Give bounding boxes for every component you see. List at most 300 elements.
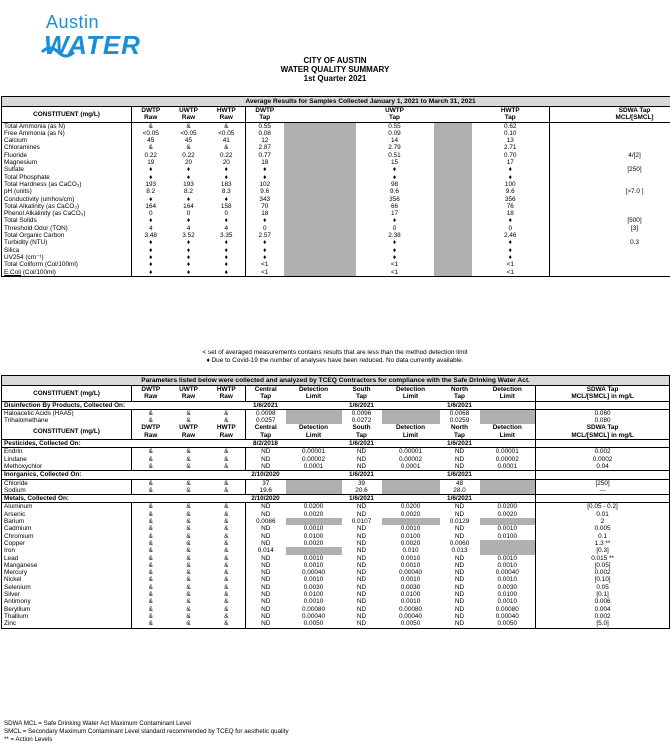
shaded-cell xyxy=(434,232,472,239)
hwtp-tap-value: ♦ xyxy=(472,254,550,261)
table-row xyxy=(2,518,670,525)
tap-subheader: Tap xyxy=(342,393,382,401)
shaded-cell xyxy=(284,269,356,277)
constituent-name: UV254 (cm⁻¹) xyxy=(2,254,132,261)
dwtp-raw-value: ♦ xyxy=(132,239,170,246)
south-detection-limit: 0.00002 xyxy=(398,455,423,463)
section-title: Pesticides, Collected On: xyxy=(2,440,246,448)
hwtp-raw-value: & xyxy=(208,620,246,628)
t1-tap-sub: Tap xyxy=(246,114,284,122)
dwtp-tap-value: 0 xyxy=(262,224,267,232)
raw-subheader: Raw xyxy=(132,393,170,401)
north-detection-limit: 0.00001 xyxy=(480,448,536,456)
uwtp-raw-value: & xyxy=(186,605,191,613)
dwtp-tap-value: 0.55 xyxy=(258,122,271,130)
uwtp-tap-value: 2.79 xyxy=(388,144,401,152)
dwtp-raw-value: & xyxy=(132,417,170,424)
central-detection-limit: 0.00080 xyxy=(301,605,326,613)
central-detection-limit: 0.00001 xyxy=(301,448,326,456)
shaded-cell xyxy=(284,217,356,224)
hwtp-raw-value: & xyxy=(208,547,246,554)
central-detection-limit: 0.00002 xyxy=(301,455,326,463)
table-row xyxy=(2,463,670,471)
table-row xyxy=(2,247,670,254)
hwtp-raw-value: & xyxy=(208,122,246,130)
south-tap-value: ND xyxy=(356,525,367,533)
north-header: North xyxy=(450,424,469,432)
raw-subheader: Raw xyxy=(170,393,208,401)
mcl-value: 0.002 xyxy=(536,613,670,620)
constituent-name: Phenol Alkalinity (as CaCO₃) xyxy=(2,210,132,217)
constituent-name: E.Coli (Col/100ml) xyxy=(2,269,132,277)
shaded-cell xyxy=(284,247,356,254)
dwtp-raw-value: ♦ xyxy=(132,247,170,254)
uwtp-raw-value: 3.52 xyxy=(182,232,195,240)
uwtp-raw-value: & xyxy=(186,518,191,526)
shaded-cell xyxy=(434,203,472,210)
uwtp-raw-value: 0 xyxy=(186,210,191,218)
uwtp-raw-value: & xyxy=(186,561,191,569)
uwtp-tap-value: ♦ xyxy=(392,173,397,181)
south-detection-limit xyxy=(382,409,440,417)
table-row xyxy=(2,576,670,583)
north-tap-value: 0.013 xyxy=(451,547,468,555)
uwtp-tap-value: 14 xyxy=(390,137,399,145)
mcl-value: 0.015 ** xyxy=(536,555,670,562)
table-row xyxy=(2,188,670,195)
uwtp-raw-value: & xyxy=(186,583,191,591)
shaded-cell xyxy=(434,130,472,137)
south-detection-limit: 0.0050 xyxy=(382,620,440,628)
table-row xyxy=(2,479,670,487)
dwtp-raw-value: 3.48 xyxy=(132,232,170,239)
uwtp-header: UWTP xyxy=(179,424,198,432)
mcl-value: 0.006 xyxy=(536,598,670,605)
south-detection-limit: 0.0010 xyxy=(400,561,421,569)
central-tap-value: 37 xyxy=(262,479,270,487)
south-tap-value: ND xyxy=(356,583,367,591)
hwtp-raw-value: & xyxy=(208,144,246,151)
table-row xyxy=(2,417,670,424)
south-detection-limit: 0.0010 xyxy=(400,554,421,562)
constituent-name: Sodium xyxy=(2,487,132,495)
south-date: 1/6/2021 xyxy=(342,440,382,448)
central-tap-value: ND xyxy=(261,561,271,569)
mcl-value xyxy=(550,261,670,268)
central-tap-value: ND xyxy=(261,591,271,599)
hwtp-raw-value: & xyxy=(208,503,246,511)
mcl-value xyxy=(550,203,670,210)
hwtp-raw-value: & xyxy=(208,598,246,605)
north-tap-value: ND xyxy=(454,503,465,511)
table-row xyxy=(2,562,670,569)
hwtp-raw-value: & xyxy=(208,576,246,583)
table-row xyxy=(2,232,670,239)
constituent-name: Silica xyxy=(2,247,132,254)
shaded-cell xyxy=(434,122,472,130)
central-detection-limit: 0.0100 xyxy=(303,532,324,540)
central-detection-limit xyxy=(286,409,342,417)
shaded-cell xyxy=(284,210,356,217)
north-tap-value: ND xyxy=(454,561,465,569)
dwtp-raw-value: & xyxy=(132,606,170,613)
north-detection-limit xyxy=(480,417,536,424)
hwtp-raw-value: & xyxy=(208,511,246,518)
uwtp-tap-value: <1 xyxy=(356,269,434,277)
tceq-compliance-table xyxy=(1,375,670,629)
uwtp-raw-value: 4 xyxy=(186,224,191,232)
t1-note-detection: < set of averaged measurements contains results that are less than the method detection limit xyxy=(202,349,468,356)
section-title: Metals, Collected On: xyxy=(2,495,246,503)
table-row xyxy=(2,166,670,173)
constituent-name: Fluoride xyxy=(2,152,132,159)
shaded-cell xyxy=(434,152,472,159)
dwtp-tap-value: 102 xyxy=(259,180,271,188)
hwtp-raw-value: 4 xyxy=(208,225,246,232)
hwtp-raw-value: ♦ xyxy=(208,247,246,254)
uwtp-raw-value: & xyxy=(186,554,191,562)
shaded-cell xyxy=(284,174,356,181)
mcl-value: 0.0002 xyxy=(536,456,670,463)
t1-raw-sub: Raw xyxy=(170,114,208,122)
uwtp-tap-value: 0.09 xyxy=(388,129,401,137)
constituent-name: Calcium xyxy=(2,137,132,144)
shaded-cell xyxy=(284,166,356,173)
central-tap-value: ND xyxy=(261,525,271,533)
uwtp-raw-value: ♦ xyxy=(170,269,208,277)
south-detection-limit xyxy=(382,417,440,424)
shaded-cell xyxy=(284,122,356,130)
header-row xyxy=(2,424,670,431)
hwtp-raw-value: & xyxy=(208,518,246,525)
hwtp-raw-value: & xyxy=(208,448,246,456)
constituent-name: Sulfate xyxy=(2,166,132,173)
mcl-value: 0.002 xyxy=(536,448,670,456)
section-row xyxy=(2,440,670,448)
north-detection-limit xyxy=(480,409,536,417)
constituent-name: Beryllium xyxy=(2,606,132,613)
austin-water-logo xyxy=(40,12,180,60)
hwtp-tap-value: 13 xyxy=(472,137,550,144)
south-detection-limit: 0.0010 xyxy=(400,576,421,584)
table-row xyxy=(2,217,670,224)
constituent-name: Lead xyxy=(2,555,132,562)
uwtp-raw-value: & xyxy=(186,539,191,547)
uwtp-tap-value: 98 xyxy=(390,180,399,188)
shaded-cell xyxy=(434,254,472,261)
det-header: Detection xyxy=(480,386,536,394)
shaded-cell xyxy=(284,261,356,268)
dwtp-raw-value: & xyxy=(132,584,170,591)
dwtp-raw-value: & xyxy=(132,613,170,620)
south-tap-value: ND xyxy=(356,576,367,584)
central-detection-limit: 0.0010 xyxy=(303,561,324,569)
uwtp-tap-value: ♦ xyxy=(392,166,397,174)
det-header: Detection xyxy=(395,424,426,432)
uwtp-raw-value: 164 xyxy=(183,202,194,210)
mcl-value xyxy=(550,144,670,151)
uwtp-tap-value: 17 xyxy=(390,210,399,218)
shaded-cell xyxy=(434,159,472,166)
t1-tap-sub: Tap xyxy=(356,114,434,122)
uwtp-header: UWTP xyxy=(179,386,198,393)
uwtp-raw-value: ♦ xyxy=(186,246,191,254)
constituent-name: Threshold Odor (TON) xyxy=(2,225,132,232)
mcl-value: [0.05] xyxy=(536,562,670,569)
uwtp-raw-value: ♦ xyxy=(186,217,191,225)
south-tap-value: ND xyxy=(356,561,367,569)
tap-subheader: Tap xyxy=(246,432,286,440)
hwtp-raw-value: & xyxy=(208,409,246,417)
mcl-value xyxy=(550,159,670,166)
south-detection-limit: 0.00080 xyxy=(398,605,423,613)
mcl-value: 0.1 xyxy=(536,533,670,540)
dwtp-tap-value: ♦ xyxy=(263,173,267,181)
table-row xyxy=(2,181,670,188)
table-row xyxy=(2,409,670,417)
central-tap-value: ND xyxy=(261,583,271,591)
hwtp-tap-value: ♦ xyxy=(472,239,550,246)
south-tap-value: ND xyxy=(356,532,367,540)
dwtp-raw-value: ♦ xyxy=(132,174,170,181)
dwtp-raw-value: & xyxy=(132,479,170,487)
dwtp-raw-value: & xyxy=(132,456,170,463)
constituent-header: CONSTITUENT (mg/L) xyxy=(2,386,132,402)
mcl-value xyxy=(550,130,670,137)
limit-subheader: Limit xyxy=(382,432,440,440)
uwtp-raw-value: & xyxy=(186,462,191,470)
north-tap-value: 0.0068 xyxy=(449,409,470,417)
hwtp-raw-value: & xyxy=(208,555,246,562)
central-detection-limit: 0.0020 xyxy=(303,510,324,518)
tap-subheader: Tap xyxy=(246,393,286,401)
section-row xyxy=(2,471,670,479)
central-tap-value: 0.0098 xyxy=(255,409,276,417)
table-row xyxy=(2,606,670,613)
footnote-mcl: SDWA MCL = Safe Drinking Water Act Maximum Contaminant Level xyxy=(4,720,191,727)
limit-subheader: Limit xyxy=(286,432,342,440)
header-row xyxy=(2,386,670,394)
dwtp-tap-value: ♦ xyxy=(263,246,267,254)
footnote-smcl: SMCL = Secondary Maximum Contaminant Level standard recommended by TCEQ for aesthetic quality xyxy=(4,728,289,735)
table-row xyxy=(2,540,670,547)
central-tap-value: ND xyxy=(261,539,271,547)
mcl-value xyxy=(550,254,670,261)
mcl-value: [5.0] xyxy=(536,620,670,628)
hwtp-raw-value: <0.05 xyxy=(208,130,246,137)
table-row xyxy=(2,210,670,217)
central-detection-limit: 0.00040 xyxy=(301,612,326,620)
south-detection-limit: 0.0200 xyxy=(400,503,421,511)
north-date: 1/6/2021 xyxy=(440,440,480,448)
uwtp-raw-value: & xyxy=(186,122,191,130)
south-tap-value: ND xyxy=(356,462,367,470)
uwtp-raw-value: & xyxy=(186,448,191,456)
central-detection-limit xyxy=(286,417,342,424)
south-tap-value: 20.6 xyxy=(355,486,368,494)
spacer xyxy=(536,471,670,479)
hwtp-raw-value: & xyxy=(208,487,246,495)
mcl-value xyxy=(550,247,670,254)
table-row xyxy=(2,584,670,591)
north-detection-limit: 0.0010 xyxy=(480,576,536,583)
south-detection-limit: 0.0010 xyxy=(400,525,421,533)
mcl-value: 0.005 xyxy=(536,525,670,532)
table-row xyxy=(2,598,670,605)
hwtp-raw-value: ♦ xyxy=(208,196,246,203)
shaded-cell xyxy=(434,261,472,268)
mcl-value: [500] xyxy=(550,217,670,224)
hwtp-raw-value: & xyxy=(208,456,246,463)
dwtp-tap-value: 12 xyxy=(261,137,269,145)
central-detection-limit xyxy=(286,479,342,487)
table-row xyxy=(2,122,670,130)
hwtp-tap-value: 17 xyxy=(472,159,550,166)
table-row xyxy=(2,225,670,232)
central-tap-value: ND xyxy=(261,455,271,463)
shaded-cell xyxy=(434,210,472,217)
shaded-cell xyxy=(434,181,472,188)
uwtp-tap-value: 9.6 xyxy=(390,188,399,196)
uwtp-raw-value: ♦ xyxy=(186,166,191,174)
central-detection-limit xyxy=(286,547,342,554)
hwtp-raw-value: & xyxy=(208,584,246,591)
north-detection-limit: 0.0050 xyxy=(480,620,536,628)
central-detection-limit: 0.0200 xyxy=(303,503,324,511)
hwtp-tap-value: 0.70 xyxy=(472,152,550,159)
constituent-name: Haloacetic Acids (HAA5) xyxy=(2,409,132,417)
constituent-name: Total Solids xyxy=(2,217,132,224)
south-detection-limit: 0.0020 xyxy=(400,510,421,518)
central-tap-value: ND xyxy=(261,598,271,606)
section-row xyxy=(2,495,670,503)
constituent-name: Silver xyxy=(2,591,132,598)
average-results-table xyxy=(1,96,670,277)
shaded-cell xyxy=(284,203,356,210)
t1-uwtp-raw-header: UWTP xyxy=(179,107,198,114)
shaded-cell xyxy=(434,269,472,277)
dwtp-tap-value: 0.77 xyxy=(258,151,271,159)
south-tap-value: 39 xyxy=(357,479,366,487)
dwtp-tap-value: 70 xyxy=(261,202,269,210)
hwtp-tap-value: ♦ xyxy=(472,217,550,224)
sdwa-header: SDWA Tap xyxy=(536,424,670,431)
uwtp-tap-value: ♦ xyxy=(392,253,397,261)
dwtp-raw-value: 4 xyxy=(132,225,170,232)
central-tap-value: ND xyxy=(261,554,271,562)
dwtp-raw-value: & xyxy=(132,547,170,554)
hwtp-tap-value: ♦ xyxy=(472,174,550,181)
table-row xyxy=(2,174,670,181)
north-detection-limit: 0.0100 xyxy=(480,533,536,540)
spacer xyxy=(286,440,342,448)
spacer xyxy=(382,495,440,503)
dwtp-tap-value: ♦ xyxy=(263,253,267,261)
t1-note-covid: ♦ Due to Covid-19 the number of analyses have been reduced. No data currently available. xyxy=(206,357,464,364)
constituent-header: CONSTITUENT (mg/L) xyxy=(2,424,132,439)
spacer xyxy=(286,495,342,503)
constituent-name: Total Coliform (Col/100ml) xyxy=(2,261,132,268)
uwtp-tap-value: 356 xyxy=(389,195,400,203)
central-date: 1/6/2021 xyxy=(246,401,286,409)
limit-subheader: Limit xyxy=(286,393,342,401)
constituent-name: Trihalomethane xyxy=(2,417,132,424)
uwtp-tap-value: 0.51 xyxy=(388,151,401,159)
section-title: Inorganics, Collected On: xyxy=(2,471,246,479)
constituent-name: pH (units) xyxy=(2,188,132,195)
south-tap-value: ND xyxy=(356,591,367,599)
hwtp-raw-value: & xyxy=(208,463,246,471)
hwtp-tap-value: ♦ xyxy=(472,166,550,173)
central-detection-limit: 0.0010 xyxy=(303,525,324,533)
north-detection-limit: 0.0030 xyxy=(480,584,536,591)
uwtp-raw-value: & xyxy=(186,144,191,152)
uwtp-raw-value: & xyxy=(186,598,191,606)
shaded-cell xyxy=(284,196,356,203)
central-tap-value: 0.0086 xyxy=(255,518,276,526)
dwtp-raw-value: & xyxy=(132,518,170,525)
south-detection-limit: 0.010 xyxy=(402,547,419,555)
shaded-cell xyxy=(434,144,472,151)
north-detection-limit: 0.00080 xyxy=(480,606,536,613)
hwtp-raw-value: ♦ xyxy=(208,239,246,246)
mcl-value xyxy=(550,122,670,130)
central-detection-limit: 0.0030 xyxy=(303,583,324,591)
logo-text-water: WATER xyxy=(44,30,141,60)
dwtp-raw-value: ♦ xyxy=(132,196,170,203)
table-row xyxy=(2,487,670,495)
south-date: 1/6/2021 xyxy=(342,401,382,409)
table-row xyxy=(2,533,670,540)
shaded-cell xyxy=(284,130,356,137)
raw-subheader: Raw xyxy=(132,432,170,440)
hwtp-raw-value: 3.35 xyxy=(208,232,246,239)
constituent-name: Total Alkalinity (as CaCO₃) xyxy=(2,203,132,210)
shaded-cell xyxy=(434,166,472,173)
south-detection-limit: 0.00001 xyxy=(398,448,423,456)
north-tap-value: ND xyxy=(454,525,465,533)
dwtp-raw-value: ♦ xyxy=(132,261,170,268)
t1-tap-sub: Tap xyxy=(472,114,550,122)
spacer xyxy=(536,495,670,503)
south-tap-value: 0.0272 xyxy=(351,417,372,425)
north-date: 1/6/2021 xyxy=(440,471,480,479)
shaded-cell xyxy=(284,188,356,195)
t1-mcl-sub: MCL/[SMCL] xyxy=(550,114,670,122)
north-detection-limit xyxy=(480,540,536,547)
dwtp-raw-value: & xyxy=(132,591,170,598)
south-tap-value: 0.0096 xyxy=(351,409,372,417)
constituent-name: Aluminum xyxy=(2,503,132,511)
constituent-name: Iron xyxy=(2,547,132,554)
central-tap-value: ND xyxy=(246,620,286,628)
mcl-value: 0.3 xyxy=(550,239,670,246)
dwtp-header: DWTP xyxy=(132,386,170,394)
hwtp-tap-value: 2.46 xyxy=(472,232,550,239)
uwtp-raw-value: & xyxy=(186,479,191,487)
central-detection-limit xyxy=(286,487,342,495)
constituent-name: Free Ammonia (as N) xyxy=(2,130,132,137)
north-tap-value: ND xyxy=(454,576,465,584)
uwtp-raw-value: & xyxy=(186,510,191,518)
t1-uwtp-tap-header: UWTP xyxy=(385,107,404,114)
shaded-cell xyxy=(434,239,472,246)
tap-subheader: Tap xyxy=(342,432,382,440)
mcl-value: 0.04 xyxy=(536,463,670,471)
hwtp-raw-value: & xyxy=(208,479,246,487)
south-date: 1/6/2021 xyxy=(342,495,382,503)
north-date: 1/6/2021 xyxy=(440,401,480,409)
